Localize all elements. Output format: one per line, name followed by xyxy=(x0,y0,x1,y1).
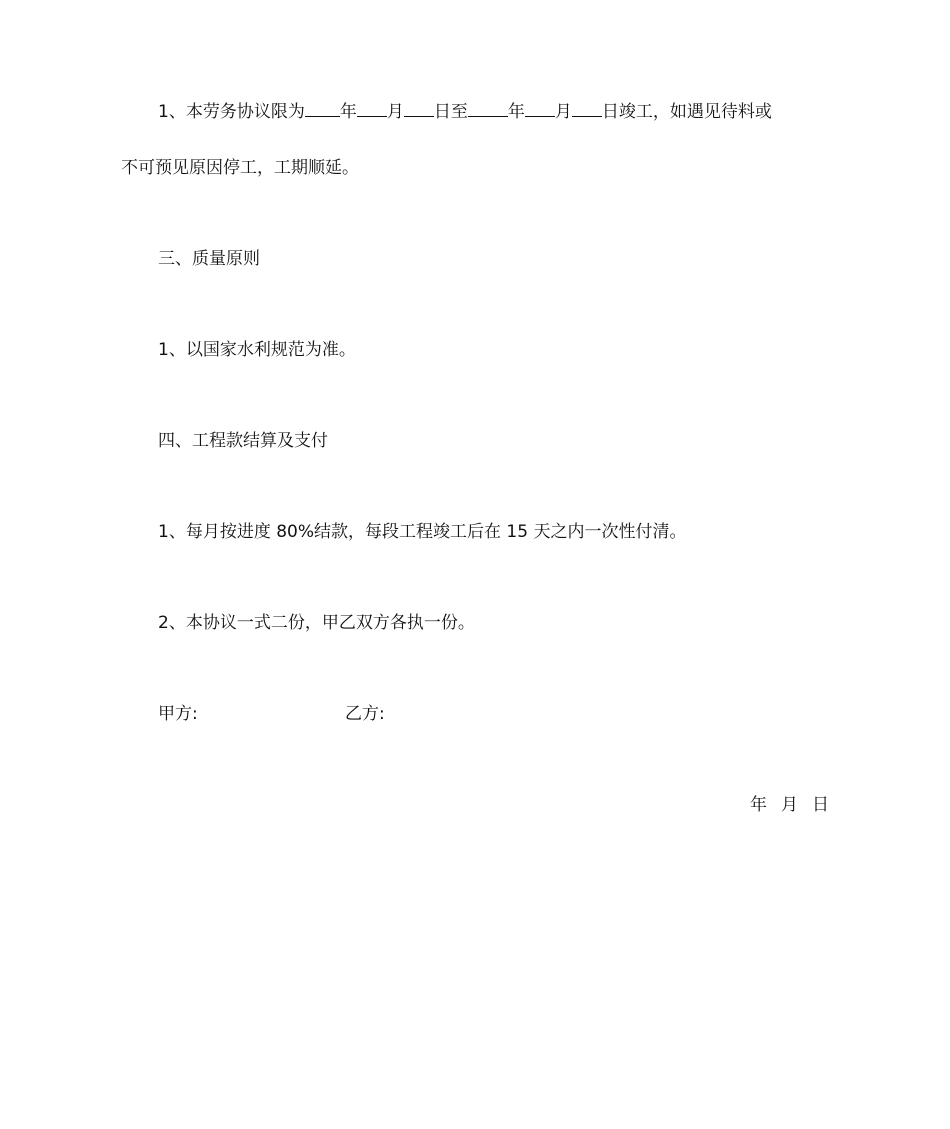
duration-day-end: 日竣工，如遇见待料或 xyxy=(601,102,772,122)
blank-day-start xyxy=(404,99,434,117)
party-b-signature-label: 乙方: xyxy=(345,704,385,724)
payment-item-2: 2、本协议一式二份，甲乙双方各执一份。 xyxy=(158,613,475,633)
blank-year-start xyxy=(305,99,340,117)
blank-month-end xyxy=(525,99,555,117)
duration-year-end: 年 xyxy=(507,102,525,122)
duration-day-to: 日至 xyxy=(433,102,468,122)
duration-month-start: 月 xyxy=(386,102,404,122)
date-month: 月 xyxy=(781,795,798,815)
duration-clause-line1 xyxy=(158,99,772,123)
signing-date xyxy=(750,794,829,816)
duration-clause-line2: 不可预见原因停工，工期顺延。 xyxy=(121,158,359,178)
quality-item-1: 1、以国家水利规范为准。 xyxy=(158,340,356,360)
party-a-signature-label: 甲方: xyxy=(158,704,198,724)
duration-year-start: 年 xyxy=(339,102,357,122)
blank-year-end xyxy=(468,99,508,117)
date-year: 年 xyxy=(750,795,767,815)
date-day: 日 xyxy=(812,795,829,815)
payment-item-1: 1、每月按进度 80%结款，每段工程竣工后在 15 天之内一次性付清。 xyxy=(158,522,687,542)
blank-month-start xyxy=(357,99,387,117)
quality-section-heading: 三、质量原则 xyxy=(158,249,260,269)
blank-day-end xyxy=(572,99,602,117)
duration-month-end: 月 xyxy=(554,102,572,122)
duration-clause-prefix: 1、本劳务协议限为 xyxy=(158,102,305,122)
payment-section-heading: 四、工程款结算及支付 xyxy=(158,431,328,451)
